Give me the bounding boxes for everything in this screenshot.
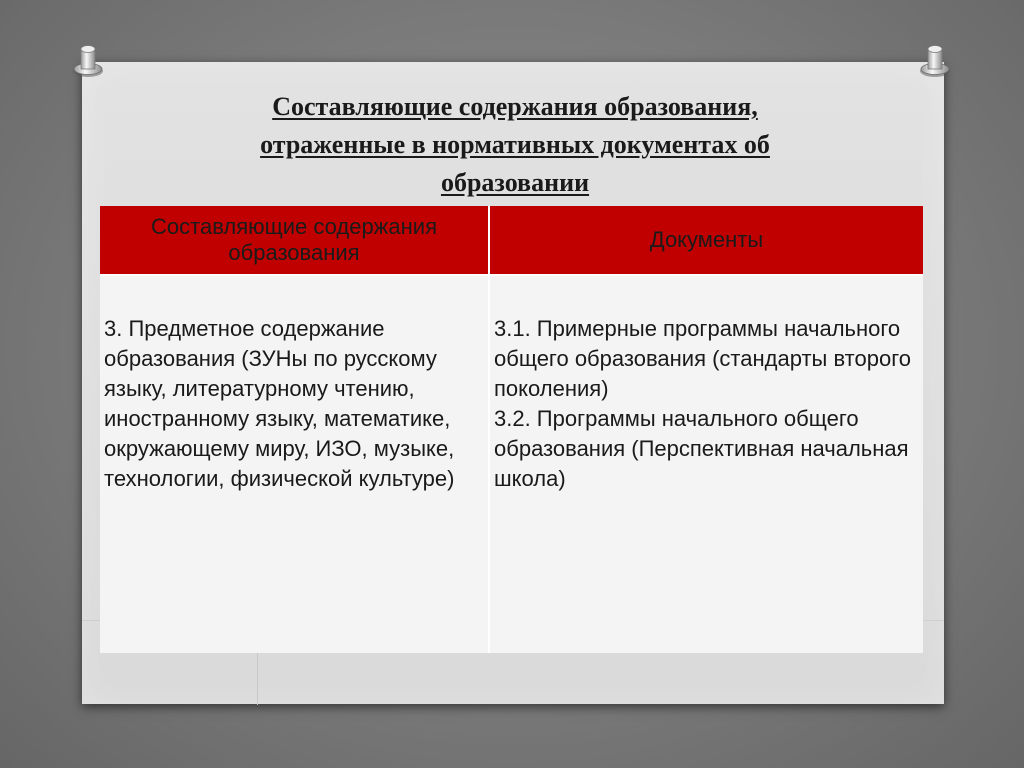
slide-title-line: образовании — [440, 168, 590, 197]
content-table — [100, 206, 923, 653]
slide-title — [140, 88, 890, 202]
pushpin-icon — [915, 40, 955, 80]
cell-documents — [489, 275, 923, 653]
pushpin-icon — [68, 40, 108, 80]
slide-title-line: Составляющие содержания образования, — [272, 92, 758, 121]
slide-title-line: отраженные в нормативных документах об — [260, 130, 770, 159]
column-header-documents: Документы — [489, 206, 923, 275]
cell-components: 3. Предметное содержание образования (ЗУНы по русскому языку, литературному чтению, иностранному языку, математике, окружающему миру, ИЗО, музыке, технологии, физической культуре) — [100, 275, 489, 653]
document-item: 3.1. Примерные программы начального общего образования (стандарты второго поколения) — [494, 316, 911, 401]
table-row — [100, 275, 923, 653]
column-header-components: Составляющие содержания образования — [100, 206, 489, 275]
document-item: 3.2. Программы начального общего образования (Перспективная начальная школа) — [494, 406, 909, 491]
table-header-row — [100, 206, 923, 275]
